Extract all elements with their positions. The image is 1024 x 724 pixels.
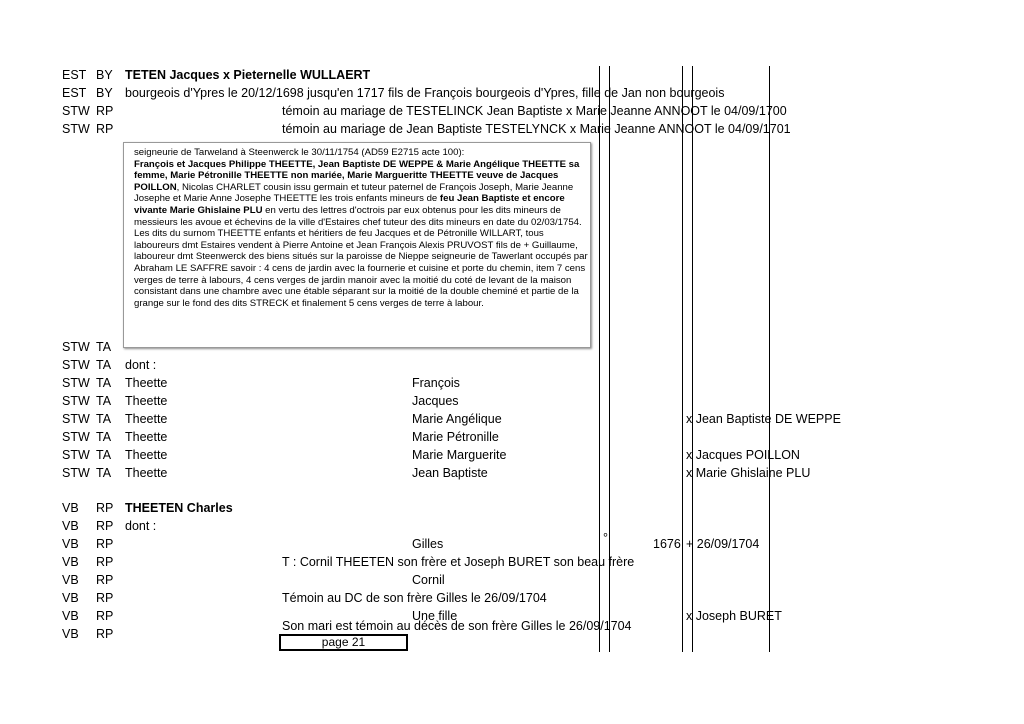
col-code: BY	[96, 86, 113, 100]
col-place: VB	[62, 591, 79, 605]
col-place: STW	[62, 448, 90, 462]
col-code: TA	[96, 394, 112, 408]
col-birth-mark: °	[603, 531, 608, 545]
col-firstname: Marie Marguerite	[412, 448, 507, 462]
col-spouse: x Marie Ghislaine PLU	[686, 466, 811, 480]
col-place: EST	[62, 86, 87, 100]
note-header: seigneurie de Tarweland à Steenwerck le 30/11/1754 (AD59 E2715 acte 100):	[134, 147, 465, 158]
col-firstname: Une fille	[412, 609, 458, 623]
col-place: VB	[62, 627, 79, 641]
col-code: TA	[96, 466, 112, 480]
column-rule-4	[692, 66, 693, 652]
col-firstname: Jean Baptiste	[412, 466, 488, 480]
note-comment-box	[123, 142, 591, 348]
col-place: VB	[62, 501, 79, 515]
col-birth-year: 1676	[653, 537, 681, 551]
page-number-box	[279, 634, 408, 651]
col-code: TA	[96, 358, 112, 372]
col-firstname: Gilles	[412, 537, 444, 551]
col-name: TETEN Jacques x Pieternelle WULLAERT	[125, 68, 371, 82]
col-name: Theette	[125, 394, 168, 408]
col-event: témoin au mariage de TESTELINCK Jean Baptiste x Marie Jeanne ANNOOT le 04/09/1700	[282, 104, 787, 118]
col-place: STW	[62, 340, 90, 354]
col-place: EST	[62, 68, 87, 82]
col-place: STW	[62, 466, 90, 480]
col-place: STW	[62, 358, 90, 372]
col-name: Theette	[125, 376, 168, 390]
col-name: Theette	[125, 412, 168, 426]
col-place: VB	[62, 609, 79, 623]
col-spouse: x Joseph BURET	[686, 609, 782, 623]
col-name: dont :	[125, 519, 157, 533]
col-place: STW	[62, 376, 90, 390]
col-code: RP	[96, 573, 114, 587]
col-code: TA	[96, 430, 112, 444]
note-bold-parents: feu Jean Baptiste et encore vivante Marie Ghislaine PLU	[134, 193, 565, 216]
col-name: THEETEN Charles	[125, 501, 233, 515]
col-event: Son mari est témoin au décès de son frère Gilles le 26/09/1704	[282, 619, 632, 633]
col-name: Theette	[125, 430, 168, 444]
col-code: TA	[96, 340, 112, 354]
note-text-1: , Nicolas CHARLET cousin issu germain et tuteur paternel de François Joseph, Marie Jeanne Josephe et Marie Anne Josephe THEETTE les trois enfants mineurs de	[134, 181, 574, 205]
col-code: RP	[96, 519, 114, 533]
col-spouse: x Jean Baptiste DE WEPPE	[686, 412, 841, 426]
col-place: VB	[62, 537, 79, 551]
col-firstname: Cornil	[412, 573, 445, 587]
col-code: RP	[96, 122, 114, 136]
col-code: TA	[96, 376, 112, 390]
col-code: RP	[96, 627, 114, 641]
col-spouse: x Jacques POILLON	[686, 448, 800, 462]
col-event: T : Cornil THEETEN son frère et Joseph BURET son beau frère	[282, 555, 635, 569]
column-rule-5	[769, 66, 770, 652]
col-code: RP	[96, 555, 114, 569]
note-bold-names: François et Jacques Philippe THEETTE, Jean Baptiste DE WEPPE & Marie Angélique THEETTE sa femme, Marie Pétronille THEETTE non mariée, Marie Margueritte THEETTE veuve de Jacques POILLON	[134, 158, 580, 193]
page-number: page 21	[321, 635, 366, 649]
col-place: VB	[62, 573, 79, 587]
col-firstname: Marie Pétronille	[412, 430, 499, 444]
col-event: témoin au mariage de Jean Baptiste TESTELYNCK x Marie Jeanne ANNOOT le 04/09/1701	[282, 122, 791, 136]
col-place: VB	[62, 555, 79, 569]
col-firstname: François	[412, 376, 460, 390]
column-rule-3	[682, 66, 683, 652]
col-place: STW	[62, 412, 90, 426]
col-name: dont :	[125, 358, 157, 372]
col-place: STW	[62, 430, 90, 444]
col-firstname: Marie Angélique	[412, 412, 502, 426]
col-name: Theette	[125, 448, 168, 462]
col-code: BY	[96, 68, 113, 82]
col-place: VB	[62, 519, 79, 533]
col-place: STW	[62, 122, 90, 136]
col-code: TA	[96, 448, 112, 462]
col-code: RP	[96, 591, 114, 605]
col-spouse: + 26/09/1704	[686, 537, 760, 551]
col-name: Theette	[125, 466, 168, 480]
col-place: STW	[62, 394, 90, 408]
col-code: RP	[96, 537, 114, 551]
col-code: TA	[96, 412, 112, 426]
col-firstname: Jacques	[412, 394, 459, 408]
col-code: RP	[96, 609, 114, 623]
col-place: STW	[62, 104, 90, 118]
col-event: Témoin au DC de son frère Gilles le 26/09/1704	[282, 591, 547, 605]
note-text-2: en vertu des lettres d'octrois par eux obtenus pour les dits mineurs de messieurs les avoue et échevins de la ville d'Estaires chef tuteur des dits mineurs en date du 02/03/1754. Les dits du surnom THEETTE enfants et héritiers de feu Jacques et de Pétronille WILLART, tous laboureurs dmt Estaires vendent à Pierre Antoine et Jean François Alexis PRUVOST fils de + Guillaume, laboureur dmt Steenwerck des biens situés sur la paroisse de Nieppe seigneurie de Tawerlant occupés par Abraham LE SAFFRE savoir : 4 cens de jardin avec la fournerie et cuisine et porte du chemin, item 7 cens verges de terre à labours, 4 cens verges de jardin manoir avec la moitié du coté de levant de la maison consistant dans une chambre avec une étable séparant sur la moitié de la double cheminé et partie de la grange sur le fond des dits STRECK et finalement 5 cens verges de terre à labour.	[134, 204, 588, 309]
col-code: RP	[96, 501, 114, 515]
col-name: bourgeois d'Ypres le 20/12/1698 jusqu'en 1717 fils de François bourgeois d'Ypres, fille de Jan non bourgeois	[125, 86, 725, 100]
col-code: RP	[96, 104, 114, 118]
